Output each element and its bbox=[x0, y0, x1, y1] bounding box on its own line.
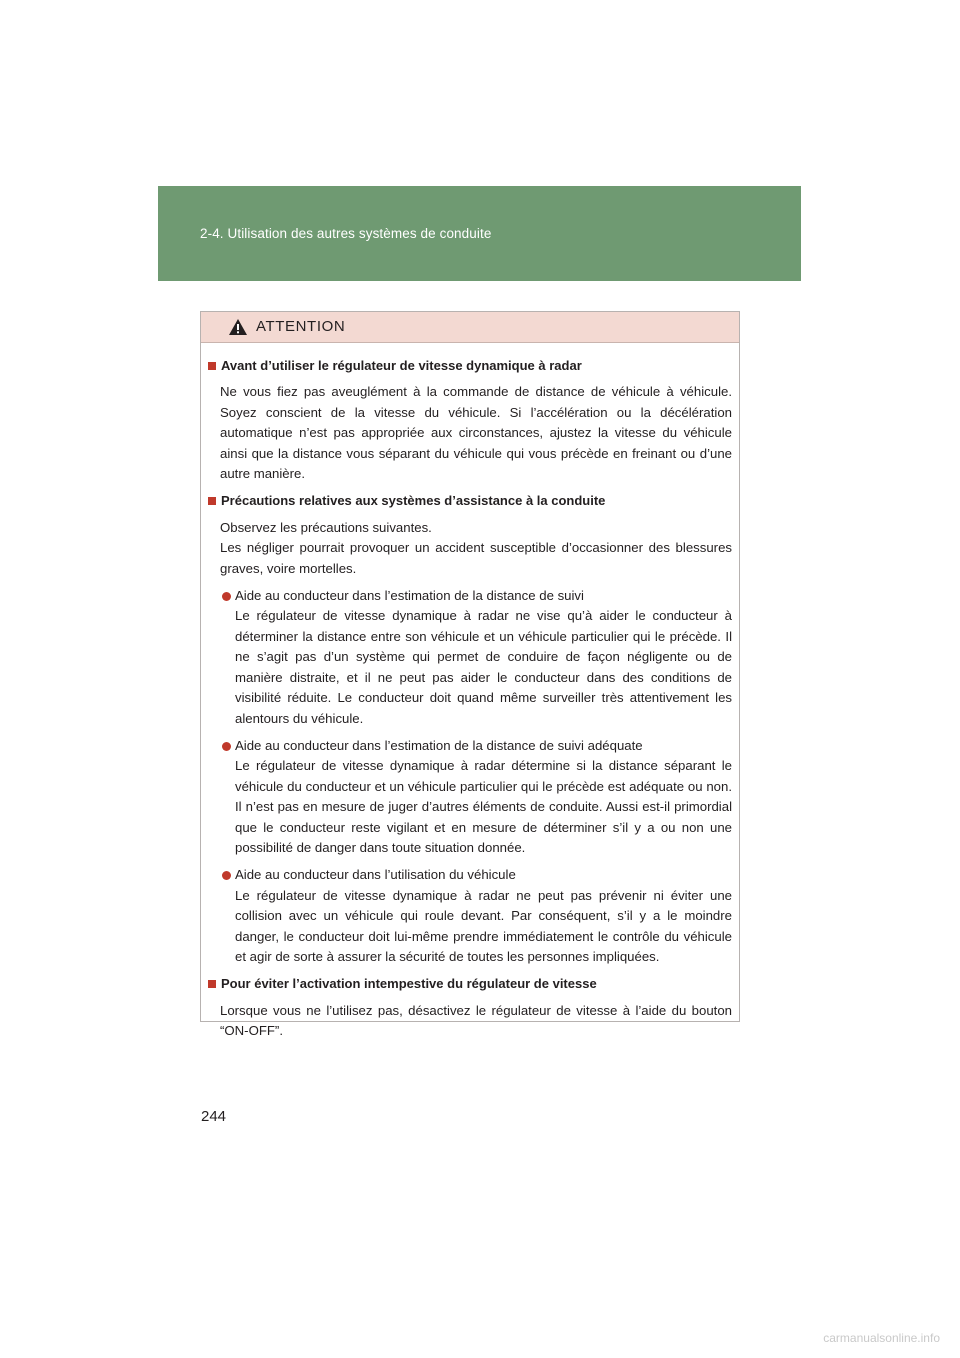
section-paragraph: Ne vous fiez pas aveuglément à la commande de distance de véhicule à véhicule. Soyez conscient de la vitesse du véhicule. Si l’accélération ou la décélération automatique n’est pas appropriée aux circonstances, ajustez la vitesse du véhicule ainsi que la distance vous séparant du véhicule qui vous précède en freinant ou d’une autre manière. bbox=[220, 384, 732, 482]
warning-triangle-icon bbox=[228, 318, 248, 336]
round-bullet-icon bbox=[222, 871, 231, 880]
section-paragraph: Lorsque vous ne l’utilisez pas, désactivez le régulateur de vitesse à l’aide du bouton “ON-OFF”. bbox=[220, 1002, 732, 1039]
section-heading: Avant d’utiliser le régulateur de vitesse dynamique à radar bbox=[221, 358, 582, 373]
section-heading: Précautions relatives aux systèmes d’assistance à la conduite bbox=[221, 493, 606, 509]
bullet-title: Aide au conducteur dans l’estimation de la distance de suivi bbox=[235, 588, 584, 604]
square-bullet-icon bbox=[208, 497, 216, 505]
warning-section bbox=[208, 356, 732, 484]
section-title: 2-4. Utilisation des autres systèmes de conduite bbox=[200, 226, 492, 241]
watermark: carmanualsonline.info bbox=[823, 1331, 940, 1345]
page-number: 244 bbox=[201, 1108, 227, 1125]
bullet-text: Le régulateur de vitesse dynamique à radar détermine si la distance séparant le véhicule du conducteur et un véhicule particulier qui le précède est adéquate ou non. Il n’est pas en mesure de juger d’autres éléments de conduite. Aussi est-il primordial que le conducteur reste vigilant et en mesure de déterminer s’il y a ou non une possibilité de danger dans toute situation donnée. bbox=[235, 758, 732, 855]
warning-section bbox=[208, 491, 732, 967]
square-bullet-icon bbox=[208, 362, 216, 370]
warning-section bbox=[208, 974, 732, 1041]
list-item bbox=[222, 736, 732, 858]
round-bullet-icon bbox=[222, 592, 231, 601]
section-heading: Pour éviter l’activation intempestive du régulateur de vitesse bbox=[221, 976, 597, 992]
list-item bbox=[222, 586, 732, 729]
warning-body bbox=[201, 343, 739, 1042]
warning-box bbox=[200, 311, 740, 1039]
bullet-title: Aide au conducteur dans l’estimation de la distance de suivi adéquate bbox=[235, 737, 643, 753]
warning-title: ATTENTION bbox=[256, 318, 346, 335]
list-item bbox=[222, 865, 732, 967]
section-paragraph: Observez les précautions suivantes. bbox=[220, 519, 432, 535]
bullet-text: Le régulateur de vitesse dynamique à radar ne vise qu’à aider le conducteur à déterminer la distance entre son véhicule et un véhicule particulier qui le précède. Il ne s’agit pas d’un système qui permet de conduire de façon négligente ou de manière distraite, et il ne peut pas aider le conducteur dans des conditions de visibilité réduite. Le conducteur doit quand même surveiller très attentivement les alentours du véhicule. bbox=[235, 608, 732, 726]
square-bullet-icon bbox=[208, 980, 216, 988]
section-paragraph: Les négliger pourrait provoquer un accident susceptible d’occasionner des blessures graves, voire mortelles. bbox=[220, 540, 732, 576]
bullet-text: Le régulateur de vitesse dynamique à radar ne peut pas prévenir ni éviter une collision avec un véhicule qui roule devant. Par conséquent, s’il y a le moindre danger, le conducteur doit lui-même prendre immédiatement le contrôle du véhicule et agir de sorte à assurer la sécurité de toutes les personnes impliquées. bbox=[235, 887, 732, 964]
round-bullet-icon bbox=[222, 742, 231, 751]
warning-header bbox=[201, 312, 739, 343]
section-header-band bbox=[158, 186, 801, 281]
bullet-title: Aide au conducteur dans l’utilisation du véhicule bbox=[235, 867, 516, 883]
